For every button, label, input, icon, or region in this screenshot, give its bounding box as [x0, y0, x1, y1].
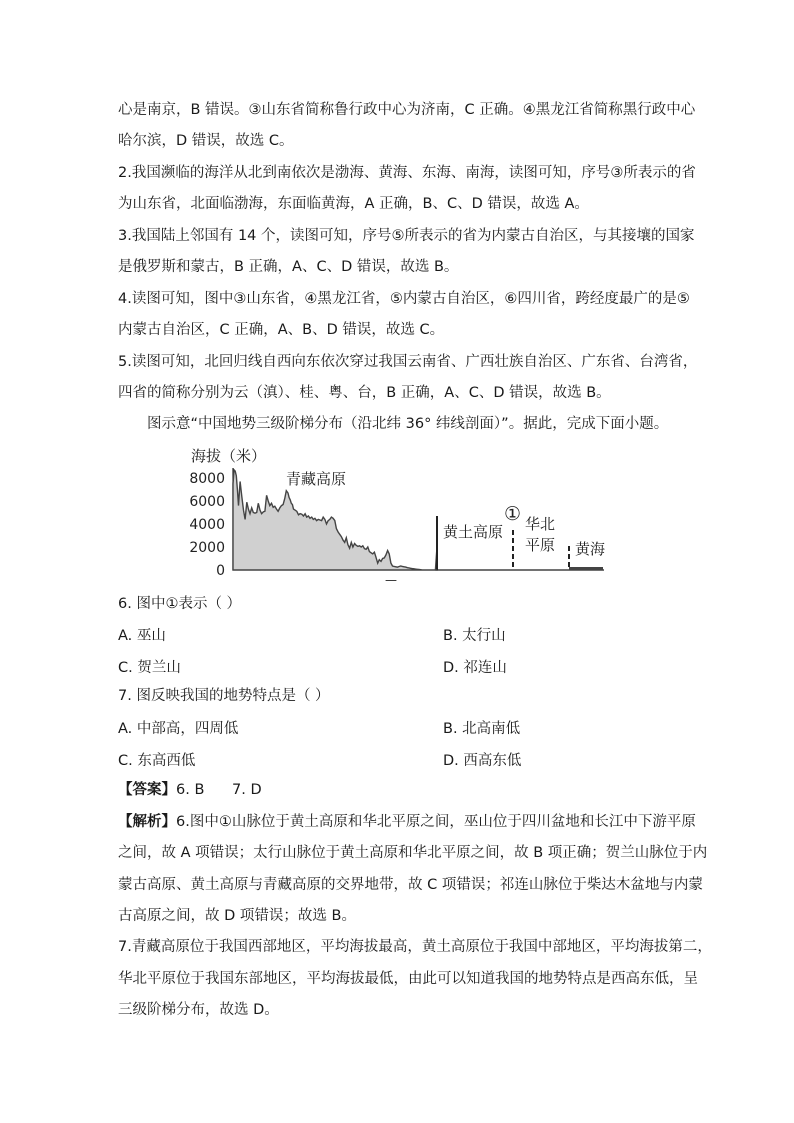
q7-option-d[interactable]: D. 西高东低: [443, 753, 522, 769]
text-line: 四省的简称分别为云（滇）、桂、粤、台，B 正确，A、C、D 错误，故选 B。: [118, 385, 611, 401]
text-line: 心是南京，B 错误。③山东省简称鲁行政中心为济南，C 正确。④黑龙江省简称黑行政中心: [118, 102, 696, 118]
sea-marker: [569, 567, 603, 570]
q6-option-c[interactable]: C. 贺兰山: [118, 660, 181, 676]
y-axis-label: 海拔（米）: [191, 447, 267, 465]
text-line: 为山东省，北面临渤海，东面临黄海，A 正确，B、C、D 错误，故选 A。: [118, 196, 589, 212]
answer-text: 6. B 7. D: [176, 782, 262, 798]
y-tick-label: 0: [216, 563, 225, 579]
label-circle-1: ①: [504, 503, 522, 525]
y-tick-label: 6000: [189, 494, 225, 510]
y-axis-ticks: [189, 471, 225, 579]
analysis-label: 【解析】: [118, 814, 176, 830]
analysis-line-1: [118, 812, 696, 832]
text-line: 2.我国濒临的海洋从北到南依次是渤海、黄海、东海、南海，读图可知，序号③所表示的省: [118, 165, 696, 181]
y-tick-label: 4000: [189, 517, 225, 533]
x-tick-mark: —: [385, 573, 397, 585]
analysis-text: 6.图中①山脉位于黄土高原和华北平原之间，巫山位于四川盆地和长江中下游平原: [176, 814, 696, 830]
text-line: 是俄罗斯和蒙古，B 正确，A、C、D 错误，故选 B。: [118, 259, 459, 275]
label-huabei: 华北: [525, 515, 556, 533]
y-tick-label: 2000: [189, 540, 225, 556]
terrain-profile-chart: [185, 440, 615, 585]
answer-line: [118, 780, 262, 800]
q6-option-d[interactable]: D. 祁连山: [443, 660, 507, 676]
question-7-stem: 7. 图反映我国的地势特点是（ ）: [118, 688, 330, 704]
analysis-line: 7.青藏高原位于我国西部地区，平均海拔最高，黄土高原位于我国中部地区，平均海拔第二，: [118, 939, 712, 955]
q6-option-a[interactable]: A. 巫山: [118, 628, 166, 644]
question-6-stem: 6. 图中①表示（ ）: [118, 596, 242, 612]
text-line: 5.读图可知，北回归线自西向东依次穿过我国云南省、广西壮族自治区、广东省、台湾省，: [118, 354, 698, 370]
label-huanghai: 黄海: [575, 540, 606, 558]
y-tick-label: 8000: [189, 471, 225, 487]
label-huangtu: 黄土高原: [443, 523, 504, 541]
analysis-line: 之间，故 A 项错误；太行山脉位于黄土高原和华北平原之间，故 B 项正确；贺兰山脉位于内: [118, 845, 708, 861]
analysis-line: 三级阶梯分布，故选 D。: [118, 1002, 279, 1018]
q7-option-a[interactable]: A. 中部高，四周低: [118, 721, 239, 737]
analysis-line: 华北平原位于我国东部地区，平均海拔最低，由此可以知道我国的地势特点是西高东低，呈: [118, 971, 698, 987]
text-line: 3.我国陆上邻国有 14 个，读图可知，序号⑤所表示的省为内蒙古自治区，与其接壤的国家: [118, 228, 695, 244]
question-intro: 图示意“中国地势三级阶梯分布（沿北纬 36° 纬线剖面）”。据此，完成下面小题。: [147, 416, 669, 432]
answer-label: 【答案】: [118, 782, 176, 798]
q7-option-b[interactable]: B. 北高南低: [443, 721, 521, 737]
label-qingzang: 青藏高原: [286, 470, 347, 488]
q6-option-b[interactable]: B. 太行山: [443, 628, 506, 644]
analysis-line: 古高原之间，故 D 项错误；故选 B。: [118, 908, 356, 924]
text-line: 内蒙古自治区，C 正确，A、B、D 错误，故选 C。: [118, 322, 445, 338]
text-line: 4.读图可知，图中③山东省，④黑龙江省，⑤内蒙古自治区，⑥四川省，跨经度最广的是⑤: [118, 291, 690, 307]
q7-option-c[interactable]: C. 东高西低: [118, 753, 196, 769]
label-pingyuan: 平原: [525, 536, 556, 554]
analysis-line: 蒙古高原、黄土高原与青藏高原的交界地带，故 C 项错误；祁连山脉位于柴达木盆地与内蒙: [118, 877, 703, 893]
text-line: 哈尔滨，D 错误，故选 C。: [118, 133, 294, 149]
